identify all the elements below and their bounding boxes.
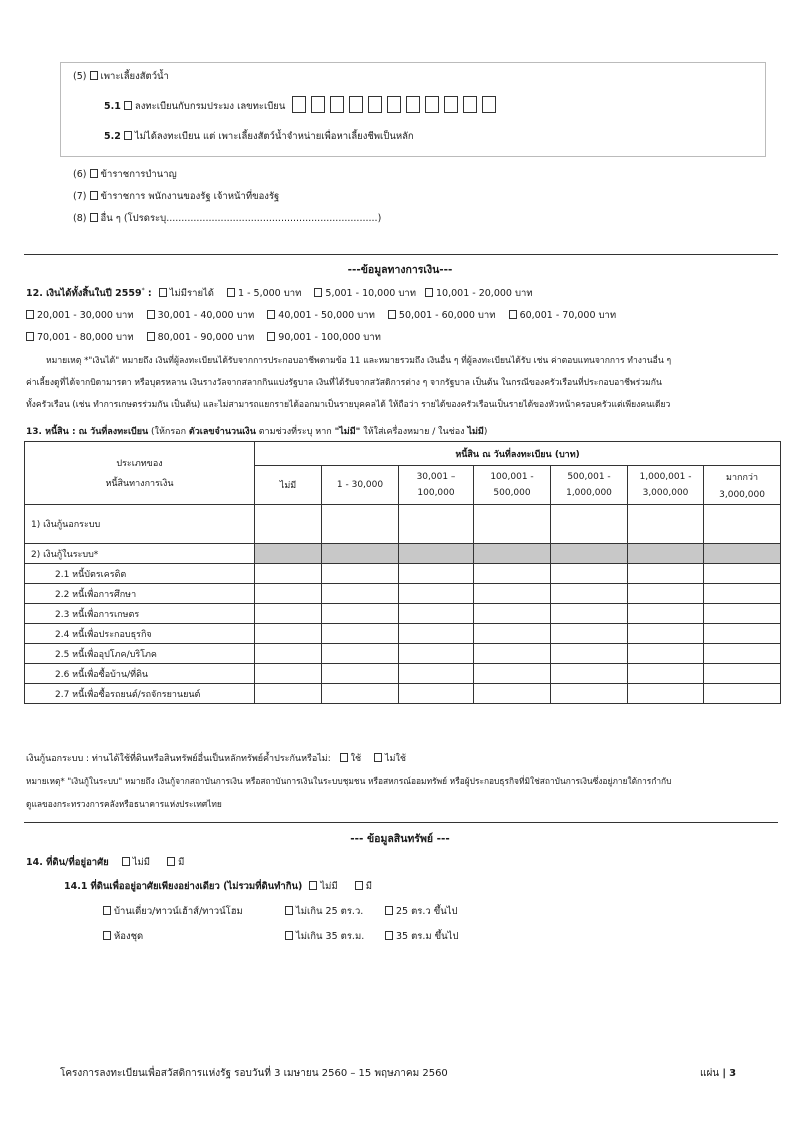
debt-cell[interactable] — [551, 584, 628, 604]
debt-cell[interactable] — [628, 624, 704, 644]
table-row: 2.1 หนี้บัตรเครดิต — [25, 564, 781, 584]
debt-cell[interactable] — [322, 584, 399, 604]
page-number: แผ่น | 3 — [700, 1068, 737, 1079]
reg-digit-box[interactable] — [330, 96, 344, 113]
reg-digit-box[interactable] — [349, 96, 363, 113]
debt-cell[interactable] — [704, 684, 781, 704]
q14-no-checkbox[interactable] — [122, 857, 130, 866]
q14-row: 14. ที่ดิน/ที่อยู่อาศัย ไม่มี มี — [26, 857, 185, 868]
debt-cell[interactable] — [255, 664, 322, 684]
q13-title-row: 13. หนี้สิน : ณ วันที่ลงทะเบียน (ให้กรอก ตัวเลขจำนวนเงิน ตามช่วงที่ระบุ หาก "ไม่มี" ให้ใส่เครื่องหมาย / ในช่อง ไม่มี) — [26, 427, 488, 437]
item-5: (5) เพาะเลี้ยงสัตว์น้ำ — [73, 71, 169, 82]
debt-cell[interactable] — [399, 684, 474, 704]
debt-cell[interactable] — [704, 584, 781, 604]
q14-1-yes-checkbox[interactable] — [355, 881, 363, 890]
q12-title: 12. เงินได้ทั้งสิ้นในปี 2559 — [26, 288, 142, 299]
item-5-checkbox[interactable] — [90, 71, 98, 80]
q14-1-row: 14.1 ที่ดินเพื่ออยู่อาศัยเพียงอย่างเดียว (ไม่รวมที่ดินทำกิน) ไม่มี มี — [64, 881, 372, 892]
q13-title: 13. หนี้สิน : ณ วันที่ลงทะเบียน — [26, 427, 149, 437]
table-row: 2.6 หนี้เพื่อซื้อบ้าน/ที่ดิน — [25, 664, 781, 684]
debt-cell[interactable] — [704, 624, 781, 644]
q14-1-title: ที่ดินเพื่ออยู่อาศัยเพียงอย่างเดียว (ไม่รวมที่ดินทำกิน) — [90, 881, 303, 892]
house-size-checkbox[interactable] — [285, 906, 293, 915]
house-opt1: ไม่เกิน 25 ตร.ว. — [285, 904, 363, 919]
debt-cell[interactable] — [551, 644, 628, 664]
debt-cell[interactable] — [628, 684, 704, 704]
debt-cell[interactable] — [474, 584, 551, 604]
debt-cell[interactable] — [551, 604, 628, 624]
reg-digit-box[interactable] — [482, 96, 496, 113]
condo-type-checkbox[interactable] — [103, 931, 111, 940]
income-checkbox[interactable] — [227, 288, 235, 297]
income-checkbox[interactable] — [509, 310, 517, 319]
col-header-range: 1 - 30,000 — [322, 466, 399, 505]
reg-digit-box[interactable] — [311, 96, 325, 113]
col-header-none: ไม่มี — [255, 466, 322, 505]
debt-table — [24, 441, 781, 704]
debt-cell[interactable] — [551, 505, 628, 544]
debt-cell[interactable] — [704, 644, 781, 664]
debt-cell[interactable] — [399, 664, 474, 684]
debt-cell[interactable] — [399, 584, 474, 604]
debt-cell[interactable] — [322, 505, 399, 544]
debt-cell[interactable] — [551, 564, 628, 584]
reg-digit-box[interactable] — [444, 96, 458, 113]
income-checkbox[interactable] — [159, 288, 167, 297]
reg-digit-box[interactable] — [368, 96, 382, 113]
debt-cell[interactable] — [551, 664, 628, 684]
registration-number-boxes — [292, 96, 501, 113]
item-5-2: 5.2 ไม่ได้ลงทะเบียน แต่ เพาะเลี้ยงสัตว์น้ำจำหน่ายเพื่อหาเลี้ยงชีพเป็นหลัก — [104, 131, 414, 142]
income-checkbox[interactable] — [388, 310, 396, 319]
table-row: 2) เงินกู้ในระบบ* — [25, 544, 781, 564]
debt-cell[interactable] — [322, 644, 399, 664]
item-5-2-checkbox[interactable] — [124, 131, 132, 140]
debt-note-line: หมายเหตุ* "เงินกู้ในระบบ" หมายถึง เงินกู้จากสถาบันการเงิน หรือสถาบันการเงินในระบบชุมชน หรือสหกรณ์ออมทรัพย์ หรือผู้ประกอบธุรกิจที่มิใช่สถาบันการเงินซึ่งอยู่ภายใต้การกำกับ — [26, 776, 672, 786]
income-note-line: ทั้งครัวเรือน (เช่น ทำการเกษตรร่วมกัน เป็นต้น) และไม่สามารถแยกรายได้ออกมาเป็นรายบุคคลได้ ให้ถือว่า รายได้ของครัวเรือนเป็นรายได้ของหัวหน้าครอบครัวแต่เพียงคนเดียว — [26, 400, 671, 410]
debt-cell[interactable] — [255, 584, 322, 604]
item-6: (6) ข้าราชการบำนาญ — [73, 169, 177, 180]
q14-yes-checkbox[interactable] — [167, 857, 175, 866]
debt-cell[interactable] — [628, 644, 704, 664]
debt-cell[interactable] — [255, 644, 322, 664]
item-8: (8) อื่น ๆ (โปรดระบุ......................................................................) — [73, 213, 382, 224]
col-header-range: 100,001 - 500,000 — [474, 466, 551, 505]
table-row: 2.7 หนี้เพื่อซื้อรถยนต์/รถจักรยานยนต์ — [25, 684, 781, 704]
reg-digit-box[interactable] — [292, 96, 306, 113]
table-row: 2.2 หนี้เพื่อการศึกษา — [25, 584, 781, 604]
debt-cell[interactable] — [474, 624, 551, 644]
debt-cell[interactable] — [399, 624, 474, 644]
debt-cell[interactable] — [255, 684, 322, 704]
condo-opt1: ไม่เกิน 35 ตร.ม. — [285, 929, 364, 944]
col-header-range: 1,000,001 - 3,000,000 — [628, 466, 704, 505]
income-note-line: ค่าเลี้ยงดูที่ได้จากบิดามารดา หรือบุตรหลาน เงินรางวัลจากสลากกินแบ่งรัฐบาล เงินที่ได้รับจากสวัสดิการต่าง ๆ จากรัฐบาล เป็นต้น ในกรณีของครัวเรือนที่ประกอบอาชีพร่วมกัน — [26, 378, 662, 388]
house-type-checkbox[interactable] — [103, 906, 111, 915]
q12-row-2: 20,001 - 30,000 บาท 30,001 - 40,000 บาท 40,001 - 50,000 บาท 50,001 - 60,000 บาท 60,001 - 70,000 บาท — [26, 308, 616, 323]
house-type-row: บ้านเดี่ยว/ทาวน์เฮ้าส์/ทาวน์โฮม — [103, 904, 243, 919]
q12-row-3: 70,001 - 80,000 บาท 80,001 - 90,000 บาท 90,001 - 100,000 บาท — [26, 330, 381, 345]
debt-cell[interactable] — [322, 664, 399, 684]
debt-note-line: ดูแลของกระทรวงการคลังหรือธนาคารแห่งประเทศไทย — [26, 799, 222, 809]
collateral-no-checkbox[interactable] — [374, 753, 382, 762]
debt-cell[interactable] — [255, 624, 322, 644]
debt-cell[interactable] — [551, 624, 628, 644]
income-note-line: หมายเหตุ *"เงินได้" หมายถึง เงินที่ผู้ลงทะเบียนได้รับจากการประกอบอาชีพตามข้อ 11 และหมายรวมถึง เงินอื่น ๆ ที่ผู้ลงทะเบียนได้รับ เช่น ค่าตอบแทนจากการ ทำงานอื่น ๆ — [46, 356, 672, 366]
assets-heading: --- ข้อมูลสินทรัพย์ --- — [350, 833, 450, 845]
debt-cell[interactable] — [704, 564, 781, 584]
debt-cell[interactable] — [628, 505, 704, 544]
item-7-checkbox[interactable] — [90, 191, 98, 200]
item-6-checkbox[interactable] — [90, 169, 98, 178]
condo-size-checkbox[interactable] — [285, 931, 293, 940]
income-checkbox[interactable] — [267, 332, 275, 341]
col-header-range: 500,001 - 1,000,000 — [551, 466, 628, 505]
debt-cell[interactable] — [628, 584, 704, 604]
income-checkbox[interactable] — [26, 310, 34, 319]
debt-cell[interactable] — [322, 564, 399, 584]
divider — [24, 254, 778, 255]
debt-type-header: ประเภทของ หนี้สินทางการเงิน — [25, 442, 255, 505]
q14-title: 14. ที่ดิน/ที่อยู่อาศัย — [26, 857, 109, 868]
condo-type-row: ห้องชุด — [103, 929, 143, 944]
col-header-range: 30,001 – 100,000 — [399, 466, 474, 505]
income-checkbox[interactable] — [147, 310, 155, 319]
income-checkbox[interactable] — [26, 332, 34, 341]
item-8-checkbox[interactable] — [90, 213, 98, 222]
reg-digit-box[interactable] — [406, 96, 420, 113]
q12-row-1: 12. เงินได้ทั้งสิ้นในปี 2559* : ไม่มีรายได้ 1 - 5,000 บาท 5,001 - 10,000 บาท 10,001 - 20,000 บาท — [26, 286, 533, 299]
income-checkbox[interactable] — [314, 288, 322, 297]
income-checkbox[interactable] — [147, 332, 155, 341]
item-7: (7) ข้าราชการ พนักงานของรัฐ เจ้าหน้าที่ของรัฐ — [73, 191, 280, 202]
debt-cell[interactable] — [474, 505, 551, 544]
debt-cell[interactable] — [704, 664, 781, 684]
debt-cell[interactable] — [255, 604, 322, 624]
collateral-yes-checkbox[interactable] — [340, 753, 348, 762]
income-checkbox[interactable] — [425, 288, 433, 297]
debt-cell[interactable] — [255, 564, 322, 584]
debt-cell[interactable] — [474, 604, 551, 624]
debt-cell[interactable] — [704, 505, 781, 544]
debt-cell[interactable] — [628, 604, 704, 624]
debt-cell[interactable] — [628, 664, 704, 684]
col-header-range: มากกว่า 3,000,000 — [704, 466, 781, 505]
debt-cell[interactable] — [628, 564, 704, 584]
debt-cell[interactable] — [704, 604, 781, 624]
condo-size-checkbox[interactable] — [385, 931, 393, 940]
debt-group-header: หนี้สิน ณ วันที่ลงทะเบียน (บาท) — [255, 442, 781, 466]
condo-opt2: 35 ตร.ม ขึ้นไป — [385, 929, 458, 944]
q14-1-no-checkbox[interactable] — [309, 881, 317, 890]
reg-digit-box[interactable] — [425, 96, 439, 113]
debt-cell[interactable] — [474, 684, 551, 704]
table-row: 2.5 หนี้เพื่ออุปโภค/บริโภค — [25, 644, 781, 664]
finance-heading: ---ข้อมูลทางการเงิน--- — [347, 264, 453, 276]
footer-project: โครงการลงทะเบียนเพื่อสวัสดิการแห่งรัฐ รอบวันที่ 3 เมษายน 2560 – 15 พฤษภาคม 2560 — [60, 1068, 448, 1079]
table-row: 1) เงินกู้นอกระบบ — [25, 505, 781, 544]
table-row: 2.4 หนี้เพื่อประกอบธุรกิจ — [25, 624, 781, 644]
debt-cell[interactable] — [474, 644, 551, 664]
item-5-1-checkbox[interactable] — [124, 101, 132, 110]
reg-digit-box[interactable] — [463, 96, 477, 113]
debt-cell[interactable] — [399, 644, 474, 664]
debt-cell[interactable] — [399, 505, 474, 544]
debt-cell[interactable] — [399, 604, 474, 624]
debt-cell[interactable] — [474, 564, 551, 584]
house-size-checkbox[interactable] — [385, 906, 393, 915]
divider — [24, 822, 778, 823]
debt-cell[interactable] — [255, 505, 322, 544]
debt-cell[interactable] — [474, 664, 551, 684]
income-checkbox[interactable] — [267, 310, 275, 319]
table-row: 2.3 หนี้เพื่อการเกษตร — [25, 604, 781, 624]
item-5-1: 5.1 ลงทะเบียนกับกรมประมง เลขทะเบียน — [104, 96, 501, 114]
reg-digit-box[interactable] — [387, 96, 401, 113]
debt-cell[interactable] — [551, 684, 628, 704]
debt-cell[interactable] — [322, 684, 399, 704]
debt-cell[interactable] — [322, 604, 399, 624]
collateral-question: เงินกู้นอกระบบ : ท่านได้ใช้ที่ดินหรือสินทรัพย์อื่นเป็นหลักทรัพย์ค้ำประกันหรือไม่: ใช้ ไม่ใช้ — [26, 754, 406, 764]
house-opt2: 25 ตร.ว ขึ้นไป — [385, 904, 458, 919]
debt-cell[interactable] — [399, 564, 474, 584]
debt-cell[interactable] — [322, 624, 399, 644]
